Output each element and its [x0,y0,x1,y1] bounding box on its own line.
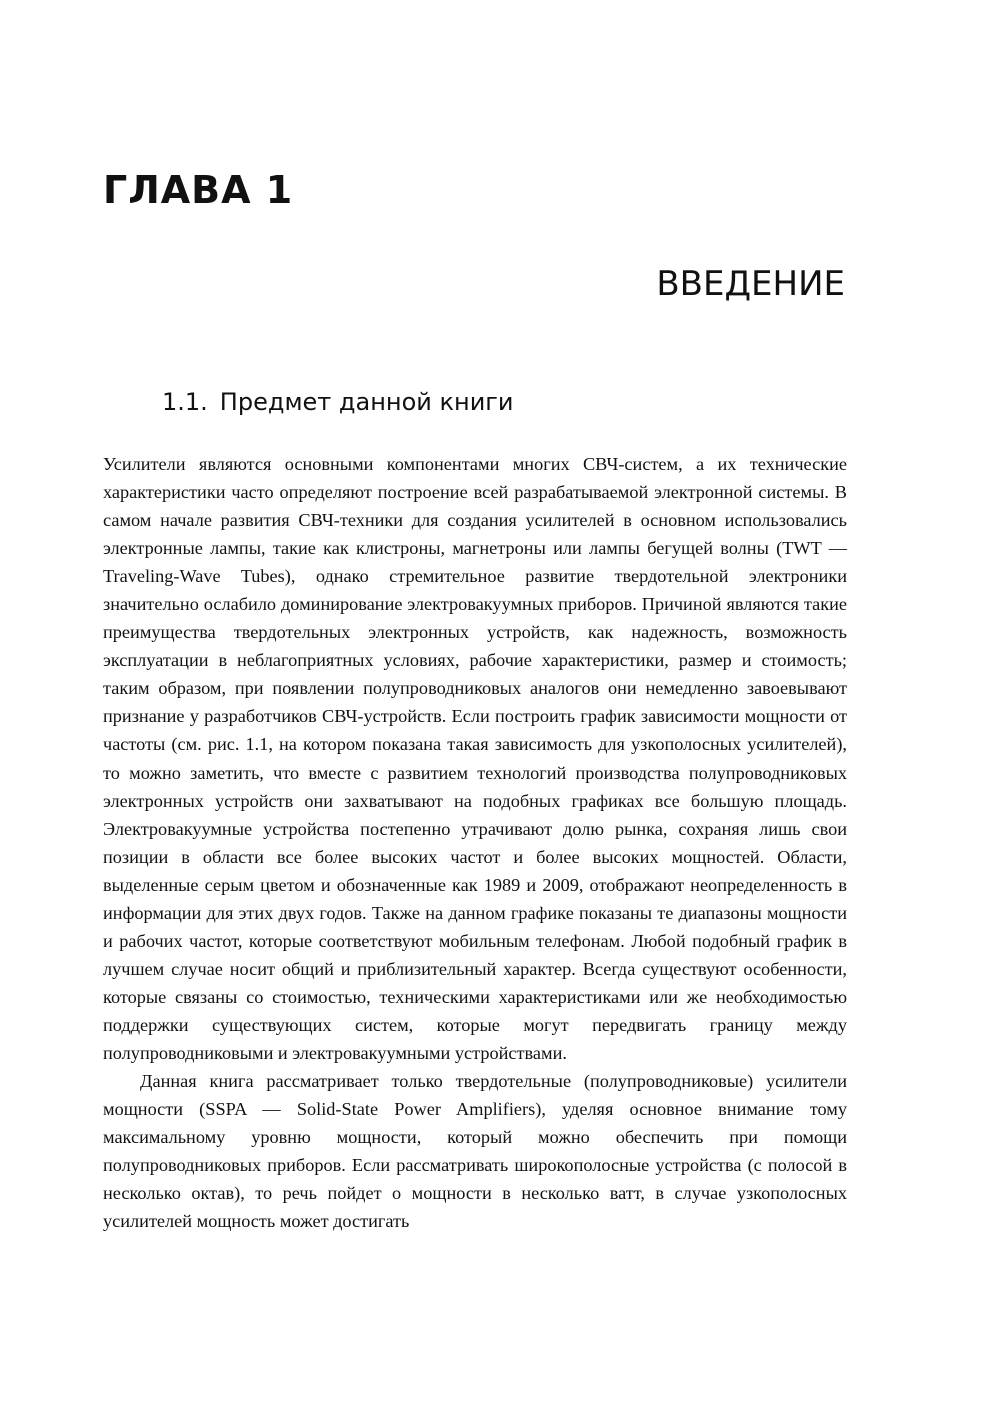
chapter-title: ВВЕДЕНИЕ [656,264,845,304]
section-title: Предмет данной книги [219,388,514,416]
paragraph-2: Данная книга рассматривает только твердотельные (полупроводниковые) усилители мощности (SSPA — Solid-State Power Amplifiers), уделяя основное внимание тому максимальному уровню мощности, который можно обеспечить при помощи полупроводниковых приборов. Если рассматривать широкополосные устройства (с полосой в несколько октав), то речь пойдет о мощности в несколько ватт, в случае узкополосных усилителей мощность может достигать [103,1071,847,1232]
chapter-label: ГЛАВА 1 [103,168,294,212]
section-number: 1.1. [162,388,208,416]
body-text [103,450,847,1235]
section-heading [162,385,514,419]
paragraph-1: Усилители являются основными компонентами многих СВЧ-систем, а их технические характеристики часто определяют построение всей разрабатываемой электронной системы. В самом начале развития СВЧ-техники для создания усилителей в основном использовались электронные лампы, такие как клистроны, магнетроны или лампы бегущей волны (TWT — Traveling-Wave Tubes), однако стремительное развитие твердотельной электроники значительно ослабило доминирование электровакуумных приборов. Причиной являются такие преимущества твердотельных электронных устройств, как надежность, возможность эксплуатации в неблагоприятных условиях, рабочие характеристики, размер и стоимость; таким образом, при появлении полупроводниковых аналогов они немедленно завоевывают признание у разработчиков СВЧ-устройств. Если построить график зависимости мощности от частоты (см. рис. 1.1, на котором показана такая зависимость для узкополосных усилителей), то можно заметить, что вместе с развитием технологий производства полупроводниковых электронных устройств они захватывают на подобных графиках все большую площадь. Электровакуумные устройства постепенно утрачивают долю рынка, сохраняя лишь свои позиции в области все более высоких частот и более высоких мощностей. Области, выделенные серым цветом и обозначенные как 1989 и 2009, отображают неопределенность в информации для этих двух годов. Также на данном графике показаны те диапазоны мощности и рабочих частот, которые соответствуют мобильным телефонам. Любой подобный график в лучшем случае носит общий и приблизительный характер. Всегда существуют особенности, которые связаны со стоимостью, техническими характеристиками или же необходимостью поддержки существующих систем, которые могут передвигать границу между полупроводниковыми и электровакуумными устройствами. [103,454,847,1063]
